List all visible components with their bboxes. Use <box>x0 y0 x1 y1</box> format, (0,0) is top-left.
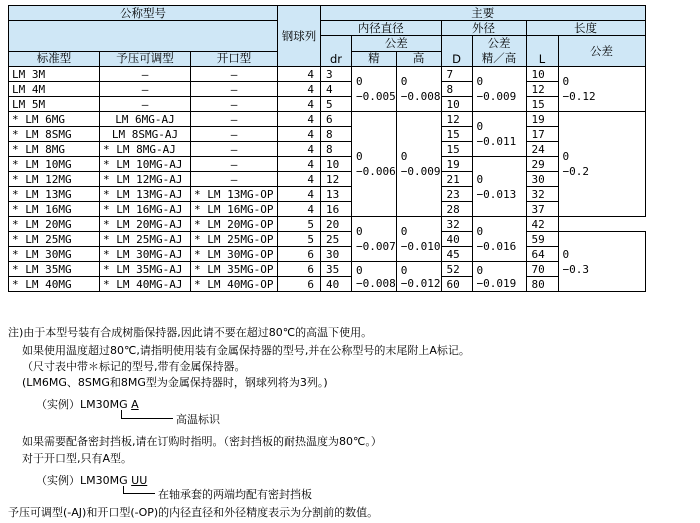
cell-standard: * LM 35MG <box>9 262 100 277</box>
cell-adjustable: — <box>100 97 191 112</box>
cell-D: 7 <box>441 67 472 82</box>
cell-balls: 4 <box>278 97 321 112</box>
inner-high-tol-1: 0 −0.008 <box>396 67 441 112</box>
inner-fine-tol-2: 0 −0.006 <box>352 112 397 217</box>
cell-open: — <box>191 157 278 172</box>
header-standard: 标准型 <box>9 51 100 67</box>
cell-dr: 8 <box>321 127 352 142</box>
cell-D: 23 <box>441 187 472 202</box>
cell-L: 15 <box>526 97 558 112</box>
header-blank <box>9 21 278 52</box>
example-1-prefix: （实例）LM30MG <box>36 398 128 411</box>
header-nominal-model: 公称型号 <box>9 6 278 21</box>
cell-adjustable: * LM 12MG-AJ <box>100 172 191 187</box>
header-dr: dr <box>321 36 352 67</box>
cell-D: 12 <box>441 112 472 127</box>
length-tol-3: 0 −0.3 <box>558 232 645 292</box>
length-tol-2: 0 −0.2 <box>558 112 645 217</box>
cell-balls: 4 <box>278 67 321 82</box>
example-2-leader-v <box>123 486 124 493</box>
cell-adjustable: * LM 30MG-AJ <box>100 247 191 262</box>
length-tol-1: 0 −0.12 <box>558 67 645 112</box>
table-row <box>9 97 646 112</box>
header-D: D <box>441 36 472 67</box>
table-row <box>9 142 646 157</box>
header-length-tolerance: 公差 <box>558 36 645 67</box>
cell-balls: 4 <box>278 187 321 202</box>
cell-L: 59 <box>526 232 558 247</box>
spec-table <box>8 5 646 292</box>
cell-dr: 12 <box>321 172 352 187</box>
header-inner-tolerance: 公差 <box>352 36 442 52</box>
cell-standard: * LM 40MG <box>9 277 100 292</box>
cell-dr: 35 <box>321 262 352 277</box>
inner-high-tol-2: 0 −0.009 <box>396 112 441 217</box>
cell-D: 28 <box>441 202 472 217</box>
cell-dr: 40 <box>321 277 352 292</box>
table-row <box>9 277 646 292</box>
cell-adjustable: — <box>100 67 191 82</box>
cell-L: 37 <box>526 202 558 217</box>
inner-high-tol-4: 0 −0.012 <box>396 262 441 292</box>
cell-balls: 4 <box>278 142 321 157</box>
cell-L: 30 <box>526 172 558 187</box>
cell-D: 60 <box>441 277 472 292</box>
note-4: (LM6MG、8SMG和8MG型为金属保持器时，钢球列将为3列。) <box>22 376 328 389</box>
cell-balls: 4 <box>278 157 321 172</box>
note-1: 注)由于本型号装有合成树脂保持器,因此请不要在超过80℃的高温下使用。 <box>8 326 373 339</box>
table-row <box>9 157 646 172</box>
cell-open: — <box>191 142 278 157</box>
header-L: L <box>526 36 558 67</box>
cell-dr: 25 <box>321 232 352 247</box>
cell-balls: 6 <box>278 277 321 292</box>
cell-L: 64 <box>526 247 558 262</box>
header-high: 高 <box>396 51 441 67</box>
cell-L: 70 <box>526 262 558 277</box>
cell-dr: 20 <box>321 217 352 232</box>
cell-standard: * LM 30MG <box>9 247 100 262</box>
note-5: 如果需要配备密封挡板,请在订购时指明。（密封挡板的耐热温度为80℃。） <box>22 435 382 448</box>
header-open: 开口型 <box>191 51 278 67</box>
cell-standard: LM 4M <box>9 82 100 97</box>
header-outer-dia: 外径 <box>441 21 526 36</box>
cell-balls: 4 <box>278 172 321 187</box>
cell-standard: * LM 12MG <box>9 172 100 187</box>
cell-standard: * LM 8MG <box>9 142 100 157</box>
cell-D: 10 <box>441 97 472 112</box>
header-adjustable: 予压可调型 <box>100 51 191 67</box>
table-row <box>9 172 646 187</box>
cell-open: — <box>191 172 278 187</box>
cell-open: — <box>191 82 278 97</box>
cell-dr: 8 <box>321 142 352 157</box>
inner-high-tol-3: 0 −0.010 <box>396 217 441 262</box>
cell-D: 52 <box>441 262 472 277</box>
cell-D: 8 <box>441 82 472 97</box>
inner-fine-tol-3: 0 −0.007 <box>352 217 397 262</box>
header-outer-tolerance: 公差 精／高 <box>472 36 526 67</box>
cell-dr: 30 <box>321 247 352 262</box>
note-7: 予压可调型(-AJ)和开口型(-OP)的内径直径和外径精度表示为分割前的数值。 <box>8 506 379 519</box>
example-2-label: 在轴承套的两端均配有密封挡板 <box>158 488 312 501</box>
cell-open: — <box>191 67 278 82</box>
table-row <box>9 262 646 277</box>
cell-standard: * LM 10MG <box>9 157 100 172</box>
cell-balls: 4 <box>278 112 321 127</box>
example-1-leader-h <box>121 418 173 419</box>
cell-standard: * LM 16MG <box>9 202 100 217</box>
table-row <box>9 112 646 127</box>
cell-adjustable: * LM 16MG-AJ <box>100 202 191 217</box>
cell-open: * LM 30MG-OP <box>191 247 278 262</box>
cell-D: 15 <box>441 127 472 142</box>
cell-L: 12 <box>526 82 558 97</box>
table-row <box>9 187 646 202</box>
cell-balls: 5 <box>278 232 321 247</box>
example-1-label: 高温标识 <box>176 413 220 426</box>
cell-D: 21 <box>441 172 472 187</box>
cell-D: 45 <box>441 247 472 262</box>
outer-tol-3: 0 −0.013 <box>472 157 526 217</box>
header-inner-dia: 内径直径 <box>321 21 442 36</box>
cell-open: * LM 35MG-OP <box>191 262 278 277</box>
cell-adjustable: * LM 35MG-AJ <box>100 262 191 277</box>
cell-dr: 6 <box>321 112 352 127</box>
cell-L: 32 <box>526 187 558 202</box>
header-length: 长度 <box>526 21 645 36</box>
cell-balls: 6 <box>278 262 321 277</box>
cell-dr: 4 <box>321 82 352 97</box>
table-row <box>9 232 646 247</box>
cell-adjustable: * LM 13MG-AJ <box>100 187 191 202</box>
outer-tol-1: 0 −0.009 <box>472 67 526 112</box>
table-row <box>9 247 646 262</box>
example-1 <box>36 396 139 412</box>
example-1-suffix: A <box>131 398 139 411</box>
cell-L: 19 <box>526 112 558 127</box>
outer-tol-5: 0 −0.019 <box>472 262 526 292</box>
table-row <box>9 67 646 82</box>
table-row <box>9 127 646 142</box>
example-2-prefix: （实例）LM30MG <box>36 474 128 487</box>
note-2: 如果使用温度超过80℃,请指明使用装有金属保持器的型号,并在公称型号的末尾附上A标记。 <box>22 344 470 357</box>
cell-balls: 4 <box>278 82 321 97</box>
cell-balls: 4 <box>278 127 321 142</box>
header-main: 主要 <box>321 6 646 21</box>
header-fine: 精 <box>352 51 397 67</box>
cell-standard: * LM 20MG <box>9 217 100 232</box>
cell-open: * LM 25MG-OP <box>191 232 278 247</box>
cell-L: 42 <box>526 217 558 232</box>
cell-L: 10 <box>526 67 558 82</box>
table-row <box>9 217 646 232</box>
inner-fine-tol-1: 0 −0.005 <box>352 67 397 112</box>
inner-fine-tol-4: 0 −0.008 <box>352 262 397 292</box>
cell-D: 40 <box>441 232 472 247</box>
example-2-leader-h <box>123 493 155 494</box>
cell-standard: * LM 13MG <box>9 187 100 202</box>
cell-standard: LM 3M <box>9 67 100 82</box>
cell-L: 29 <box>526 157 558 172</box>
cell-standard: * LM 6MG <box>9 112 100 127</box>
cell-adjustable: * LM 20MG-AJ <box>100 217 191 232</box>
cell-adjustable: LM 6MG-AJ <box>100 112 191 127</box>
example-1-leader-v <box>121 410 122 418</box>
cell-open: * LM 13MG-OP <box>191 187 278 202</box>
cell-open: — <box>191 127 278 142</box>
header-ball-columns: 钢球列 <box>278 6 321 67</box>
cell-standard: * LM 25MG <box>9 232 100 247</box>
example-2 <box>36 472 147 488</box>
cell-dr: 10 <box>321 157 352 172</box>
outer-tol-2: 0 −0.011 <box>472 112 526 157</box>
cell-adjustable: * LM 25MG-AJ <box>100 232 191 247</box>
cell-open: * LM 20MG-OP <box>191 217 278 232</box>
cell-balls: 4 <box>278 202 321 217</box>
cell-D: 32 <box>441 217 472 232</box>
cell-standard: LM 5M <box>9 97 100 112</box>
cell-open: * LM 40MG-OP <box>191 277 278 292</box>
note-6: 对于开口型,只有A型。 <box>22 452 133 465</box>
note-3: （尺寸表中带＊标记的型号,带有金属保持器。 <box>22 360 246 373</box>
cell-L: 24 <box>526 142 558 157</box>
cell-dr: 3 <box>321 67 352 82</box>
cell-D: 15 <box>441 142 472 157</box>
cell-open: * LM 16MG-OP <box>191 202 278 217</box>
cell-L: 80 <box>526 277 558 292</box>
cell-balls: 6 <box>278 247 321 262</box>
cell-adjustable: * LM 40MG-AJ <box>100 277 191 292</box>
cell-adjustable: — <box>100 82 191 97</box>
table-row <box>9 202 646 217</box>
cell-open: — <box>191 97 278 112</box>
cell-adjustable: * LM 10MG-AJ <box>100 157 191 172</box>
cell-dr: 13 <box>321 187 352 202</box>
cell-adjustable: * LM 8MG-AJ <box>100 142 191 157</box>
outer-tol-4: 0 −0.016 <box>472 217 526 262</box>
cell-adjustable: LM 8SMG-AJ <box>100 127 191 142</box>
cell-dr: 5 <box>321 97 352 112</box>
cell-open: — <box>191 112 278 127</box>
cell-dr: 16 <box>321 202 352 217</box>
cell-balls: 5 <box>278 217 321 232</box>
cell-standard: * LM 8SMG <box>9 127 100 142</box>
cell-L: 17 <box>526 127 558 142</box>
example-2-suffix: UU <box>131 474 148 487</box>
table-row <box>9 82 646 97</box>
cell-D: 19 <box>441 157 472 172</box>
